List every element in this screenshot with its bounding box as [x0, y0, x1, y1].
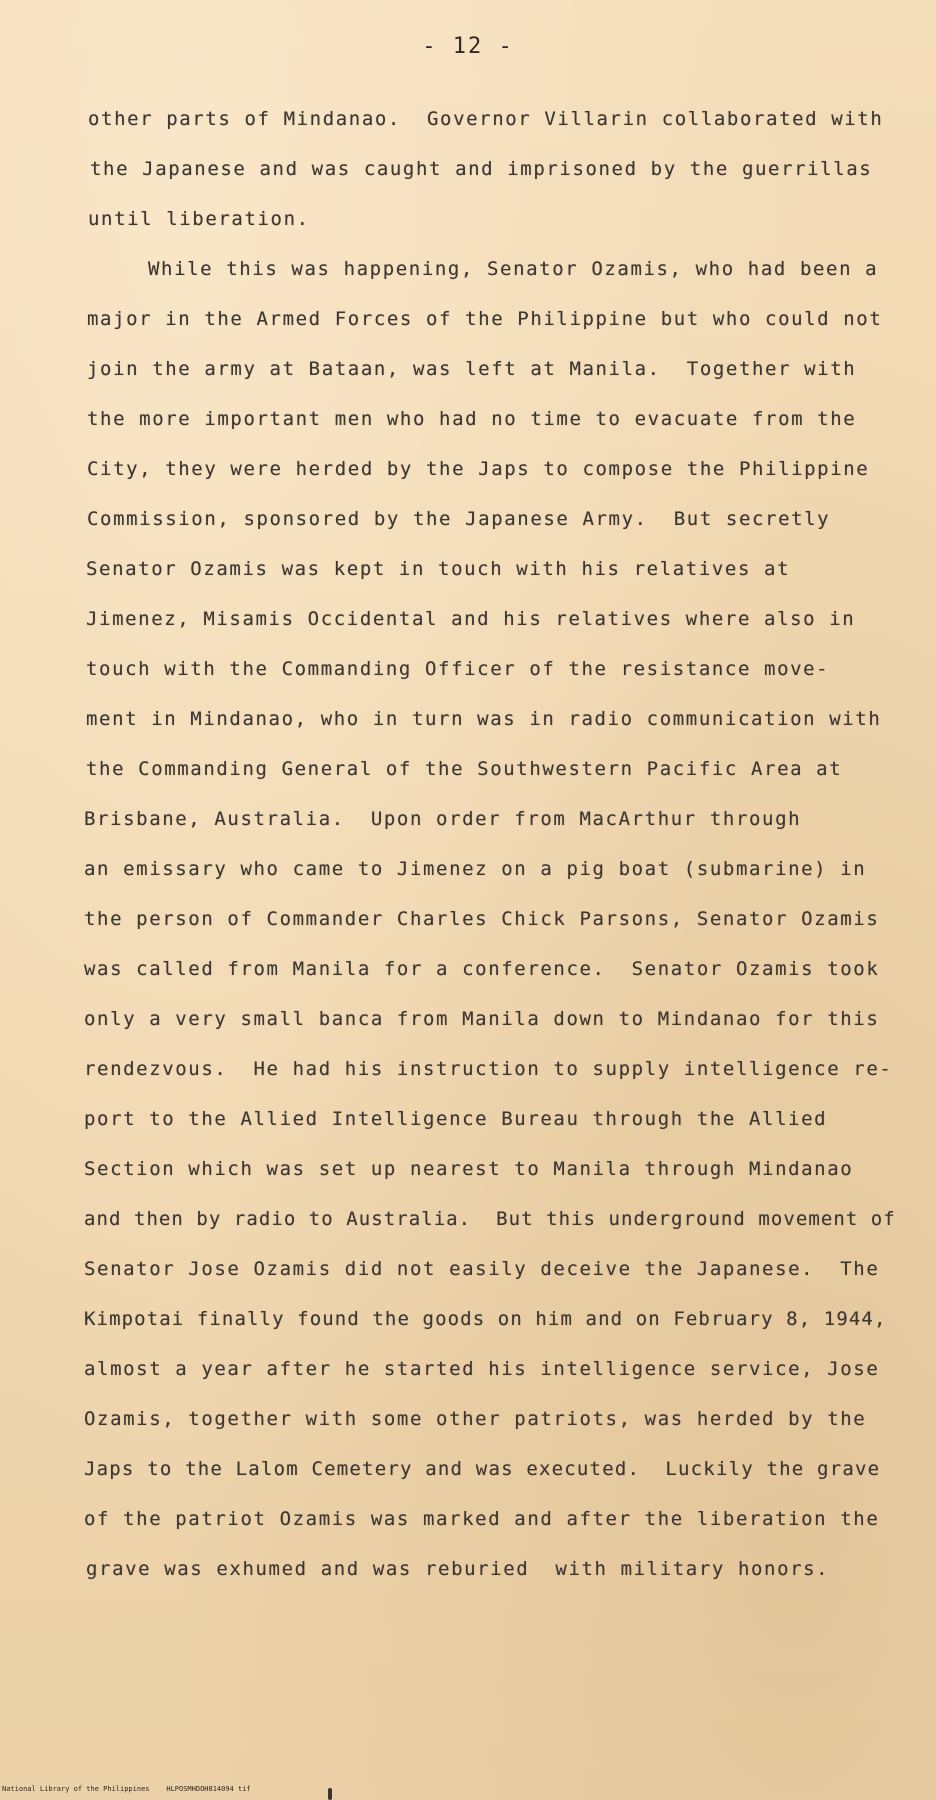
- text-line: Commission, sponsored by the Japanese Army. But secretly: [87, 508, 831, 530]
- text-line: the person of Commander Charles Chick Parsons, Senator Ozamis: [84, 908, 880, 930]
- text-line: the more important men who had no time to evacuate from the: [87, 408, 857, 430]
- text-line: the Commanding General of the Southwestern Pacific Area at: [86, 758, 843, 780]
- text-line: rendezvous. He had his instruction to supply intelligence re-: [84, 1058, 893, 1080]
- text-line: Section which was set up nearest to Manila through Mindanao: [84, 1158, 854, 1180]
- text-line: Ozamis, together with some other patriots, was herded by the: [84, 1408, 867, 1430]
- text-line: join the army at Bataan, was left at Manila. Together with: [87, 358, 857, 380]
- archive-footer: National Library of the Philippines HLPOSMHDOH814094 tif: [2, 1785, 251, 1793]
- text-line: and then by radio to Australia. But this underground movement of: [84, 1208, 896, 1230]
- text-line: City, they were herded by the Japs to compose the Philippine: [87, 458, 870, 480]
- text-line: only a very small banca from Manila down to Mindanao for this: [84, 1008, 880, 1030]
- text-line: Brisbane, Australia. Upon order from MacArthur through: [84, 808, 802, 830]
- text-line: of the patriot Ozamis was marked and after the liberation the: [84, 1508, 880, 1530]
- text-line: other parts of Mindanao. Governor Villarin collaborated with: [88, 108, 884, 130]
- text-line: ment in Mindanao, who in turn was in radio communication with: [86, 708, 882, 730]
- text-line: Senator Jose Ozamis did not easily deceive the Japanese. The: [84, 1258, 880, 1280]
- text-line: Senator Ozamis was kept in touch with his relatives at: [86, 558, 791, 580]
- text-line: Jimenez, Misamis Occidental and his relatives where also in: [86, 608, 856, 630]
- text-line: an emissary who came to Jimenez on a pig boat (submarine) in: [84, 858, 867, 880]
- text-line: grave was exhumed and was reburied with military honors.: [86, 1558, 830, 1580]
- text-line: the Japanese and was caught and imprisoned by the guerrillas: [90, 158, 873, 180]
- page-number: - 12 -: [422, 34, 514, 59]
- text-line: almost a year after he started his intelligence service, Jose: [84, 1358, 880, 1380]
- edge-mark: [328, 1788, 332, 1800]
- text-line: until liberation.: [88, 208, 310, 230]
- text-line: While this was happening, Senator Ozamis, who had been a: [148, 258, 879, 280]
- text-line: Japs to the Lalom Cemetery and was executed. Luckily the grave: [84, 1458, 881, 1480]
- text-line: Kimpotai finally found the goods on him and on February 8, 1944,: [84, 1308, 887, 1330]
- text-line: touch with the Commanding Officer of the resistance move-: [86, 658, 830, 680]
- text-line: was called from Manila for a conference. Senator Ozamis took: [84, 958, 880, 980]
- text-line: port to the Allied Intelligence Bureau through the Allied: [84, 1108, 828, 1130]
- text-line: major in the Armed Forces of the Philippine but who could not: [87, 308, 883, 330]
